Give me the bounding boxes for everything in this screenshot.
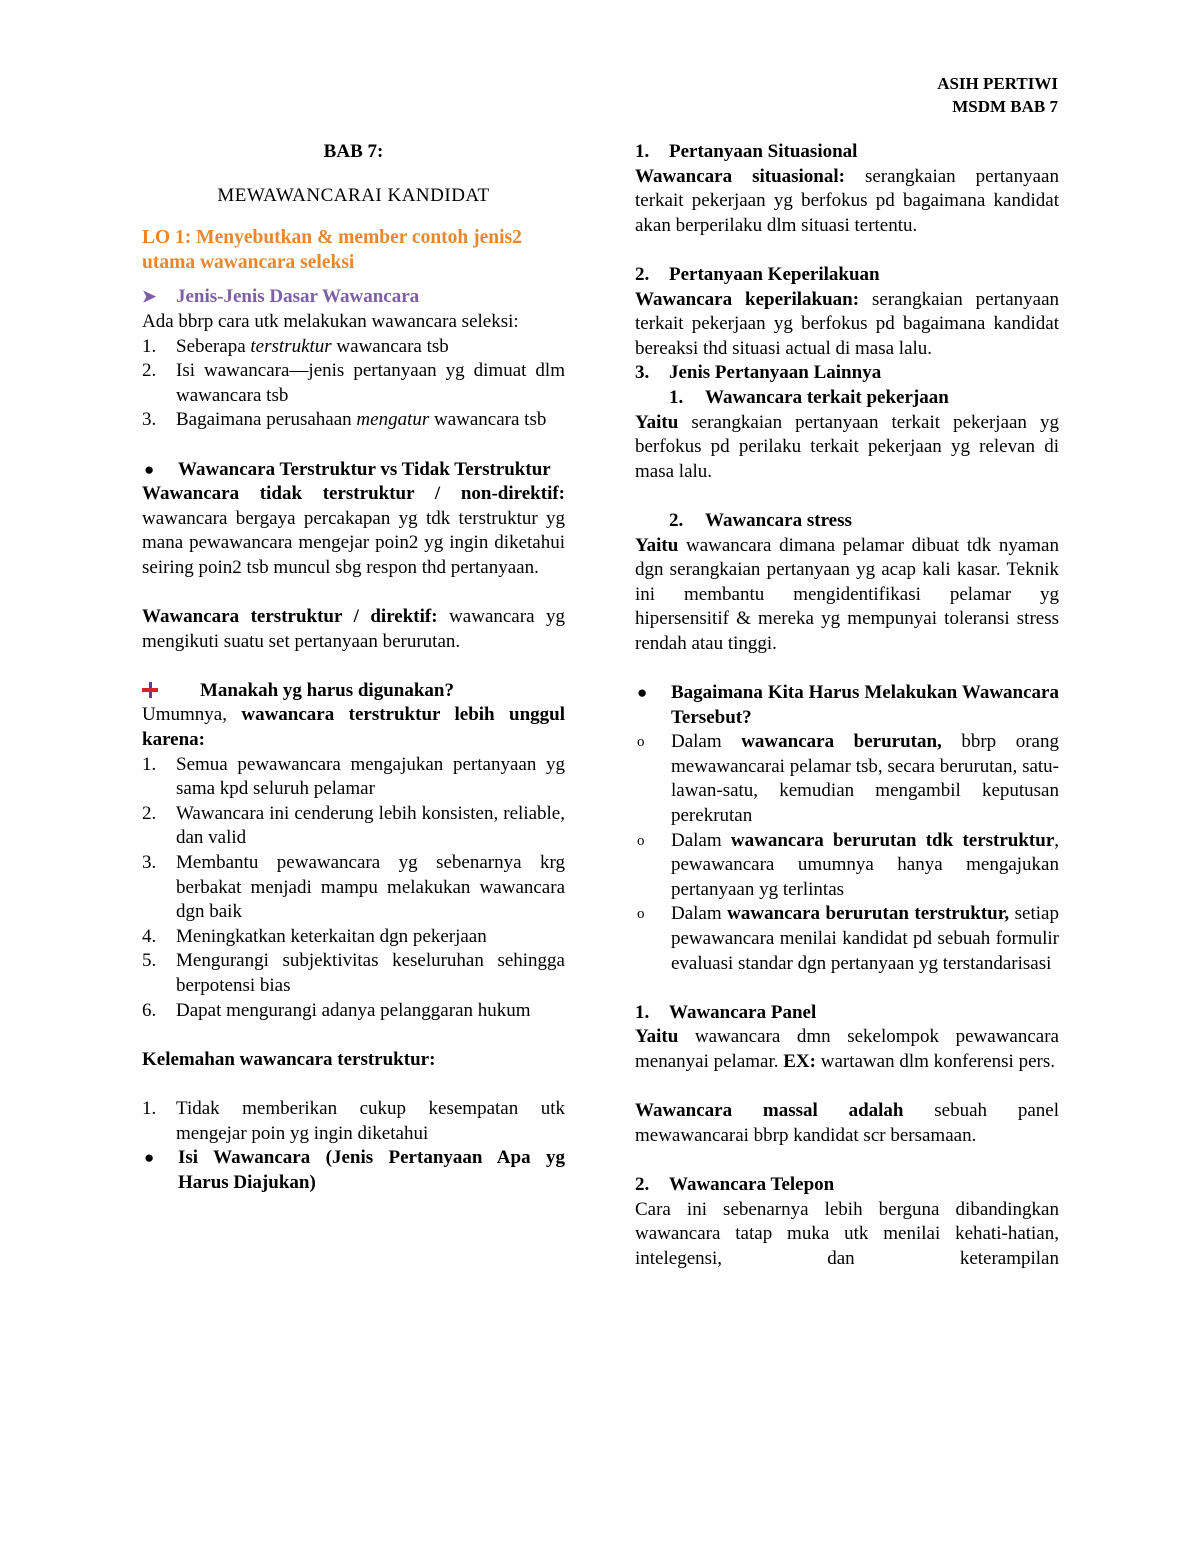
- list-item: 2. Wawancara ini cenderung lebih konsisten, reliable, dan valid: [142, 802, 565, 849]
- list-item: 6. Dapat mengurangi adanya pelanggaran hukum: [142, 999, 531, 1021]
- jenis-heading: ➤ Jenis-Jenis Dasar Wawancara: [142, 285, 565, 310]
- panel-paragraph: Yaitu wawancara dmn sekelompok pewawancara menanyai pelamar. EX: wartawan dlm konferensi pers.: [635, 1026, 1059, 1072]
- list-item: o Dalam wawancara berurutan, bbrp orang mewawancarai pelamar tsb, secara berurutan, satu-lawan-satu, kemudian mengambil keputusan perekrutan: [637, 731, 1059, 827]
- jenis-list: [142, 335, 565, 433]
- chapter-subtitle: MEWAWANCARAI KANDIDAT: [217, 184, 490, 206]
- umumnya-paragraph: Umumnya, wawancara terstruktur lebih unggul karena:: [142, 704, 565, 751]
- massal-paragraph: Wawancara massal adalah sebuah panel mewawancarai bbrp kandidat scr bersamaan.: [635, 1100, 1059, 1146]
- telepon-paragraph: Cara ini sebenarnya lebih berguna dibandingkan wawancara tatap muka utk menilai kehati-hatian, intelegensi, dan keterampilan: [635, 1198, 1059, 1269]
- telepon-heading: 2. Wawancara Telepon: [635, 1173, 835, 1195]
- vs-heading: ● Wawancara Terstruktur vs Tidak Terstruktur: [142, 458, 565, 483]
- panel-heading: 1. Wawancara Panel: [635, 1001, 817, 1023]
- list-item: o Dalam wawancara berurutan tdk terstruktur, pewawancara umumnya hanya mengajukan pertanyaan yg terlintas: [637, 829, 1059, 900]
- terstruktur-paragraph: Wawancara terstruktur / direktif: wawancara yg mengikuti suatu set pertanyaan berurutan.: [142, 606, 566, 652]
- manakah-heading: Manakah yg harus digunakan?: [142, 679, 565, 704]
- list-item: 2. Isi wawancara—jenis pertanyaan yg dimuat dlm wawancara tsb: [142, 360, 565, 406]
- bullet-icon: ●: [144, 459, 155, 479]
- isi-heading: ● Isi Wawancara (Jenis Pertanyaan Apa yg Harus Diajukan): [142, 1146, 565, 1195]
- kelemahan-heading: Kelemahan wawancara terstruktur:: [142, 1048, 436, 1070]
- unggul-list: [142, 753, 565, 1024]
- circle-bullet-icon: o: [637, 906, 645, 923]
- chapter-title: BAB 7:: [323, 141, 384, 162]
- arrow-bullet-icon: ➤: [142, 287, 157, 307]
- left-column: [142, 140, 565, 1195]
- stress-paragraph: Yaitu wawancara dimana pelamar dibuat tdk nyaman dgn serangkaian pertanyaan yg acap kali kasar. Teknik ini membantu mengidentifikasi pelamar yg hipersensitif & mereka yg mempunyai toleransi stress rendah atau tinggi.: [635, 534, 1059, 654]
- keperilakuan-heading: 2. Pertanyaan Keperilakuan: [635, 263, 880, 285]
- list-item: 3. Membantu pewawancara yg sebenarnya krg berbakat menjadi mampu melakukan wawancara dgn baik: [142, 852, 565, 923]
- list-item: 1. Semua pewawancara mengajukan pertanyaan yg sama kpd seluruh pelamar: [142, 753, 565, 800]
- learning-objective: LO 1: Menyebutkan & member contoh jenis2 utama wawancara seleksi: [142, 227, 522, 273]
- situasional-heading: 1. Pertanyaan Situasional: [635, 141, 858, 162]
- lainnya-heading: 3. Jenis Pertanyaan Lainnya: [635, 362, 882, 384]
- bullet-icon: ●: [637, 683, 648, 703]
- terkait-pekerjaan-heading: 1. Wawancara terkait pekerjaan: [669, 386, 949, 408]
- list-item: 1. Seberapa terstruktur wawancara tsb: [142, 335, 449, 357]
- header-author: ASIH PERTIWI: [937, 74, 1058, 93]
- list-item: 3. Bagaimana perusahaan mengatur wawancara tsb: [142, 409, 547, 431]
- stress-heading: 2. Wawancara stress: [669, 509, 852, 531]
- list-item: 5. Mengurangi subjektivitas keseluruhan sehingga berpotensi bias: [142, 950, 565, 996]
- bagaimana-heading: ● Bagaimana Kita Harus Melakukan Wawancara Tersebut?: [635, 681, 1059, 730]
- cara-list: [635, 730, 1059, 976]
- bullet-icon: ●: [144, 1148, 155, 1168]
- list-item: 1. Tidak memberikan cukup kesempatan utk mengejar poin yg ingin diketahui: [142, 1097, 565, 1144]
- circle-bullet-icon: o: [637, 734, 645, 751]
- kelemahan-list: [142, 1097, 565, 1146]
- jenis-intro: Ada bbrp cara utk melakukan wawancara seleksi:: [142, 310, 519, 332]
- header-subject: MSDM BAB 7: [952, 97, 1058, 116]
- circle-bullet-icon: o: [637, 832, 645, 849]
- list-item: o Dalam wawancara berurutan terstruktur, setiap pewawancara menilai kandidat pd sebuah formulir evaluasi standar dgn pertanyaan yg terstandarisasi: [637, 903, 1059, 974]
- star-bullet-icon: [142, 682, 158, 698]
- situasional-paragraph: Wawancara situasional: serangkaian pertanyaan terkait pekerjaan yg berfokus pd bagaimana kandidat akan berperilaku dlm situasi tertentu.: [635, 165, 1059, 236]
- list-item: 4. Meningkatkan keterkaitan dgn pekerjaan: [142, 925, 487, 947]
- terkait-pekerjaan-paragraph: Yaitu serangkaian pertanyaan terkait pekerjaan yg berfokus pd perilaku terkait pekerjaan yg relevan di masa lalu.: [635, 411, 1059, 482]
- right-column: [635, 140, 1059, 1271]
- tidak-terstruktur-paragraph: Wawancara tidak terstruktur / non-direktif: wawancara bergaya percakapan yg tdk terstruktur yg mana pewawancara mengejar poin2 yg ingin diketahui seiring poin2 tsb muncul sbg respon thd pertanyaan.: [142, 483, 565, 578]
- keperilakuan-paragraph: Wawancara keperilakuan: serangkaian pertanyaan terkait pekerjaan yg berfokus pd bagaimana kandidat bereaksi thd situasi actual di masa lalu.: [635, 288, 1059, 359]
- page-header: [937, 72, 1058, 118]
